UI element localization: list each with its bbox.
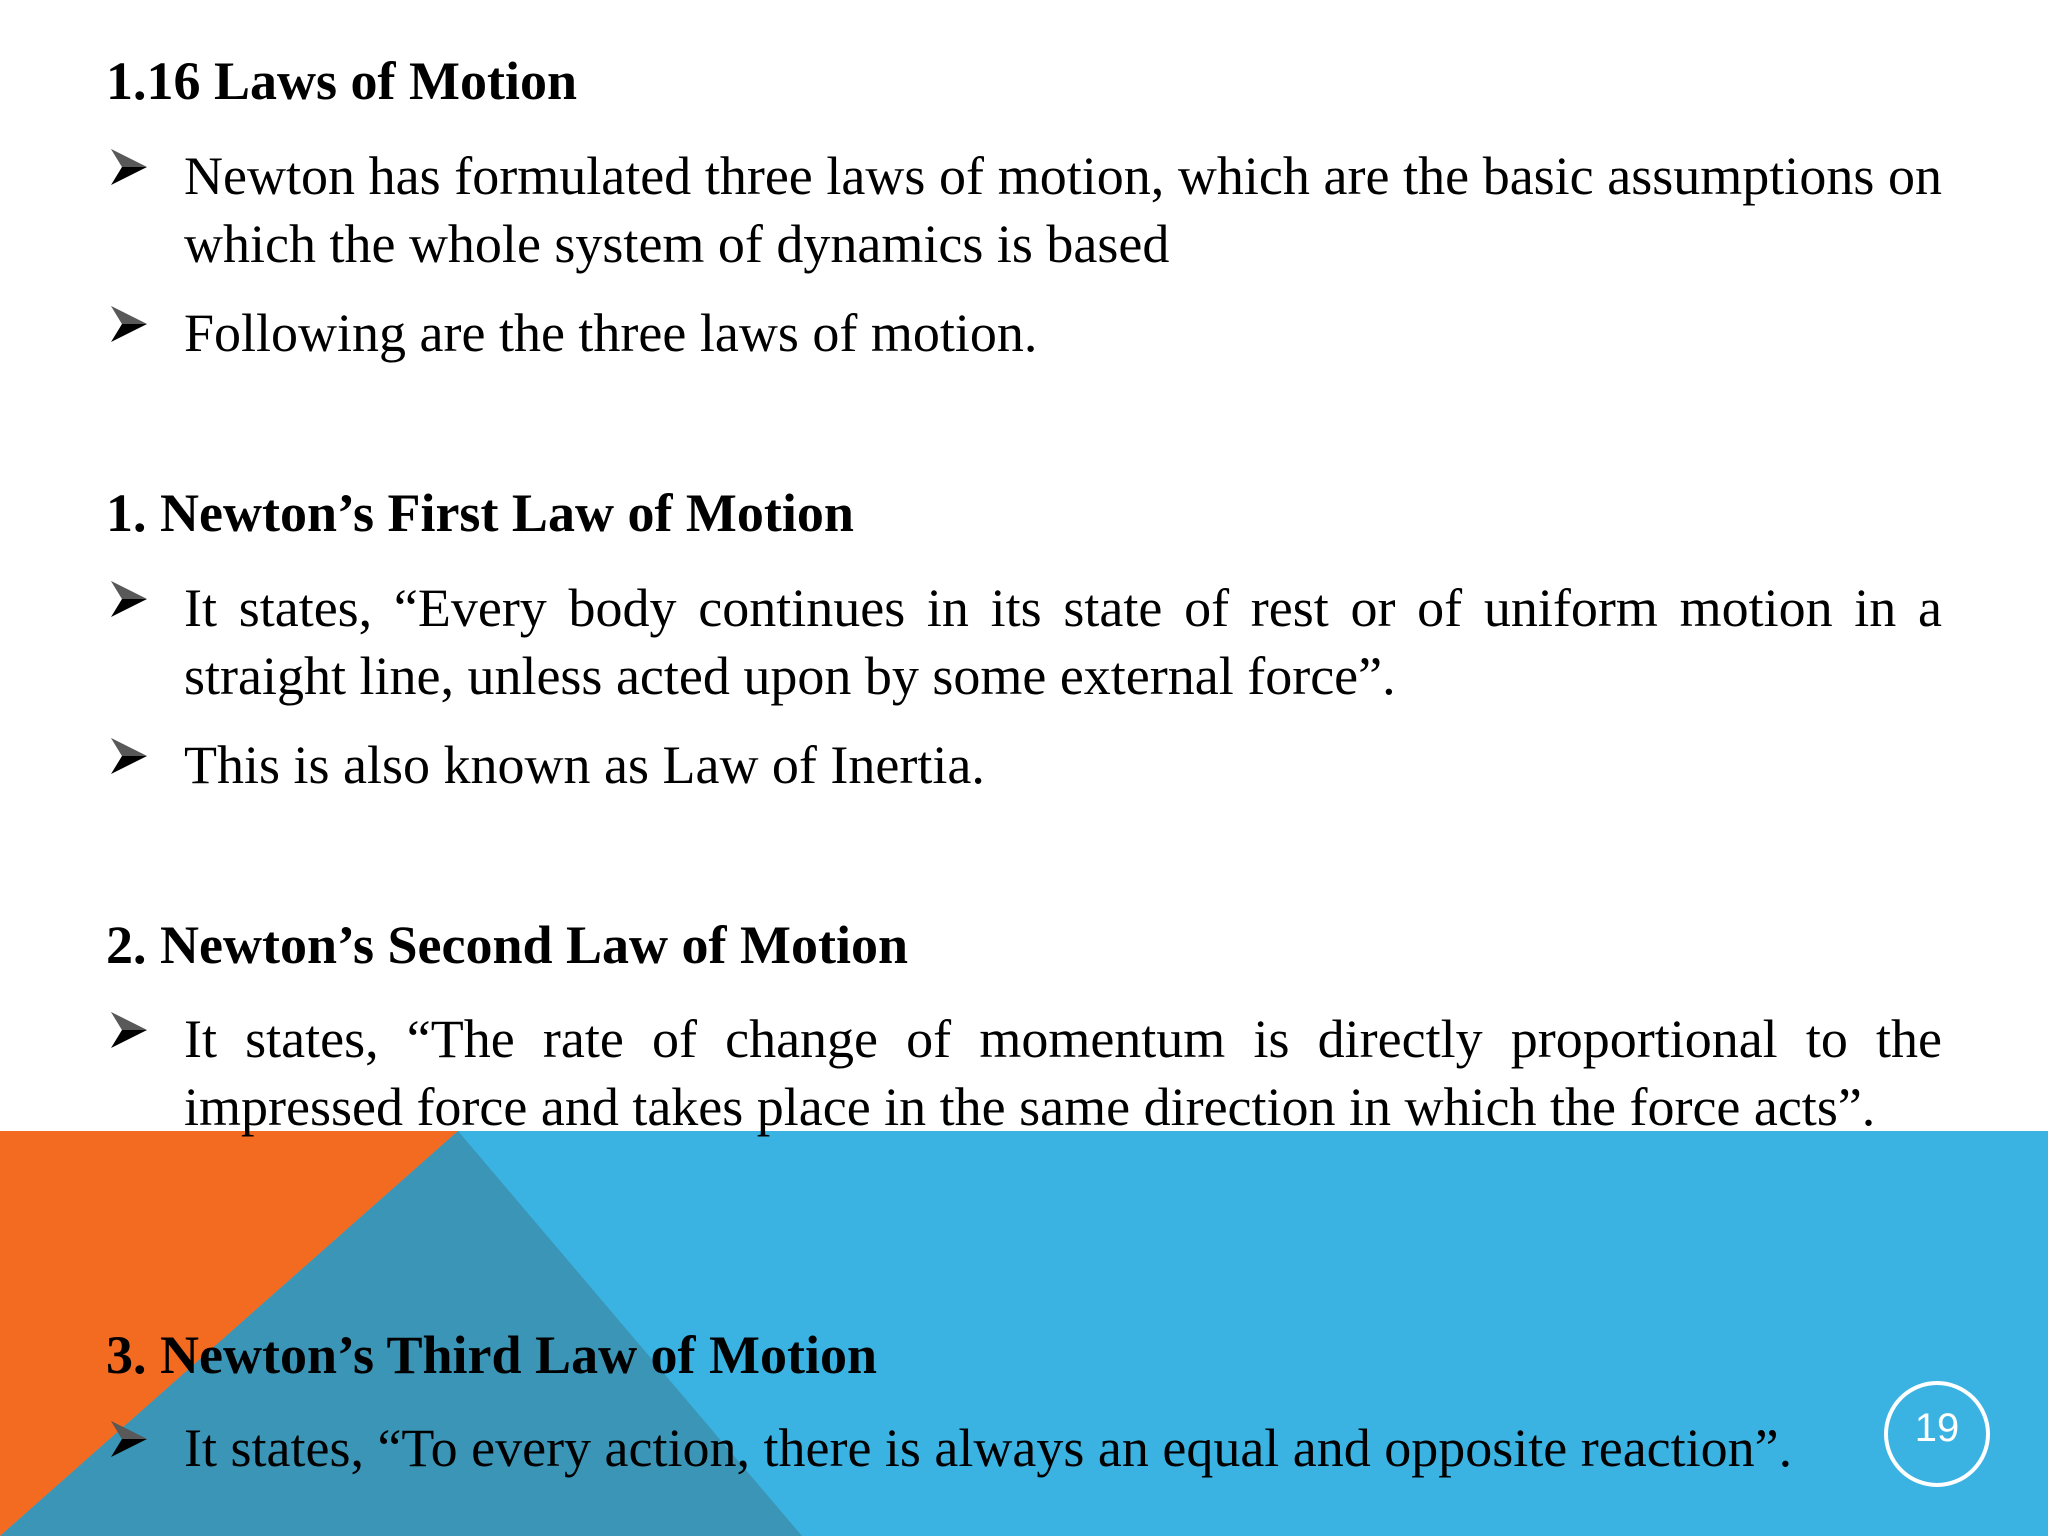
third-law-statement: It states, “To every action, there is always an equal and opposite reaction”. xyxy=(184,1418,1793,1478)
second-law-bullet-1 xyxy=(106,1005,1942,1141)
arrowhead-bullet-icon xyxy=(108,735,150,777)
first-law-bullet-1 xyxy=(106,574,1942,710)
arrowhead-bullet-icon xyxy=(108,303,150,345)
arrowhead-bullet-icon xyxy=(108,1009,150,1051)
first-law-heading: 1. Newton’s First Law of Motion xyxy=(106,483,854,543)
page-number: 19 xyxy=(1914,1405,1960,1450)
arrowhead-bullet-icon xyxy=(108,1418,150,1460)
arrowhead-bullet-icon xyxy=(108,578,150,620)
intro-bullet-1 xyxy=(106,142,1942,278)
intro-bullet-2 xyxy=(106,299,1942,367)
first-law-bullet-2 xyxy=(106,731,1942,799)
second-law-statement: It states, “The rate of change of momentum is directly proportional to the impressed force and takes place in the same direction in which the force acts”. xyxy=(184,1009,1942,1137)
third-law-heading: 3. Newton’s Third Law of Motion xyxy=(106,1325,878,1385)
first-law-note: This is also known as Law of Inertia. xyxy=(184,735,985,795)
intro-bullet-text: Following are the three laws of motion. xyxy=(184,303,1038,363)
slide-title: 1.16 Laws of Motion xyxy=(106,51,577,111)
first-law-statement: It states, “Every body continues in its state of rest or of uniform motion in a straight line, unless acted upon by some external force”. xyxy=(184,578,1942,706)
second-law-heading: 2. Newton’s Second Law of Motion xyxy=(106,915,908,975)
arrowhead-bullet-icon xyxy=(108,146,150,188)
intro-bullet-text: Newton has formulated three laws of motion, which are the basic assumptions on which the whole system of dynamics is based xyxy=(184,146,1942,274)
page-number-badge xyxy=(1884,1381,1990,1487)
third-law-bullet-1 xyxy=(106,1414,1942,1482)
